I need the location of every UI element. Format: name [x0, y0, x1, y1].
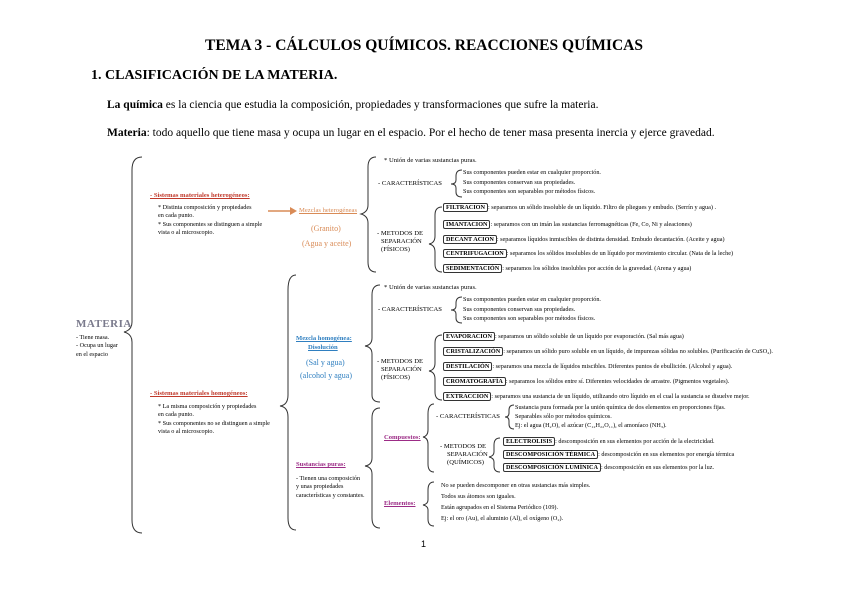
- label-line: - METODOS DE: [440, 443, 487, 450]
- hetero-desc-line: en cada punto.: [158, 212, 194, 220]
- mezclas-heterogeneas-title: Mezclas heterogéneas: [299, 207, 358, 214]
- hetero-example-agua-aceite: (Agua y aceite): [302, 239, 352, 248]
- comp-metodos-label: [440, 443, 488, 467]
- elementos-item: Están agrupados en el Sistema Periódico (109).: [441, 503, 559, 511]
- term-quimica: La química: [107, 99, 163, 111]
- hetero-metodo: [443, 236, 725, 244]
- text-quimica: es la ciencia que estudia la composición, propiedades y transformaciones que sufre la materia.: [162, 99, 599, 111]
- homo-desc: [158, 403, 270, 436]
- hetero-caract-list: [463, 168, 601, 197]
- sustancias-desc-line: y unas propiedades: [296, 483, 344, 491]
- term-materia: Materia: [107, 127, 147, 139]
- homo-metodo: [443, 378, 729, 386]
- homo-metodo: [443, 348, 773, 356]
- brace-comp-caract: [505, 405, 514, 429]
- metodo-name: CROMATOGRAFÍA: [443, 377, 506, 386]
- elementos-title: Elementos:: [384, 500, 416, 507]
- brace-metodos-2: [429, 335, 442, 400]
- hetero-metodo: [443, 250, 733, 258]
- metodo-name: CENTRIFUGACION: [443, 249, 507, 258]
- elementos-list: [441, 481, 590, 524]
- label-line: SEPARACIÓN: [381, 237, 422, 245]
- page-number: 1: [421, 539, 427, 549]
- hetero-union: * Unión de varias sustancias puras.: [384, 157, 477, 164]
- materia-prop: - Tiene masa.: [76, 334, 110, 341]
- brace-hetero-right: [361, 157, 376, 272]
- brace-comp-metodos: [489, 438, 500, 472]
- label-line: (FÍSICOS): [381, 373, 410, 381]
- hetero-caract-item: Sus componentes pueden estar en cualquier proporción.: [463, 169, 601, 176]
- homo-union: * Unión de varias sustancias puras.: [384, 284, 477, 291]
- brace-compuestos: [423, 404, 434, 472]
- hetero-caract-item: Sus componentes conservan sus propiedades.: [463, 178, 576, 186]
- metodo-desc: : separamos líquidos inmiscibles de distinta densidad. Embudo decantación. (Aceite y agua): [496, 236, 725, 243]
- sustancias-desc-line: - Tienen una composición: [296, 475, 361, 482]
- homo-metodo: [443, 363, 732, 371]
- homo-metodo: [443, 393, 750, 401]
- metodo-desc: : separamos un sólido soluble de un líquido por evaporación. (Sal más agua): [494, 333, 684, 340]
- metodo-name: DESCOMPOSICIÓN LUMÍNICA: [503, 463, 601, 472]
- metodo-name: DESTILACIÓN: [443, 362, 492, 371]
- sustancias-title: Sustancias puras:: [296, 461, 346, 468]
- homo-metodo: [443, 333, 684, 341]
- sustancias-desc-line: características y constantes.: [296, 491, 365, 499]
- hetero-metodo: [443, 265, 691, 273]
- metodo-desc: : separamos los sólidos insolubles de un líquido por movimiento circular. (Nata de la leche): [506, 250, 734, 257]
- brace-sustancias: [365, 408, 380, 528]
- homo-caract-item: Sus componentes son separables por métodos físicos.: [463, 315, 596, 323]
- metodo-name: EVAPORACION: [443, 332, 495, 341]
- brace-mezcla-homogenea: [365, 285, 380, 402]
- metodo-desc: : descomposición en sus elementos por acción de la electricidad.: [555, 438, 715, 445]
- brace-caract-1: [451, 170, 462, 197]
- hetero-metodos-label: [377, 230, 423, 254]
- metodo-name: EXTRACCION: [443, 392, 491, 401]
- metodo-desc: : separamos los sólidos entre sí. Diferentes velocidades de arrastre. (Pigmentos vegetales).: [505, 378, 730, 385]
- hetero-desc: [158, 204, 262, 237]
- arrow-head-mezclas: [290, 207, 297, 215]
- materia-prop: en el espacio: [76, 350, 108, 358]
- sustancias-desc: [296, 475, 365, 500]
- section-heading: 1. CLASIFICACIÓN DE LA MATERIA.: [91, 68, 338, 83]
- metodo-name: FILTRACION: [443, 203, 488, 212]
- mezcla-homogenea-title: Mezcla homogénea:: [296, 335, 352, 342]
- hetero-caract-item: Sus componentes son separables por métodos físicos.: [463, 188, 596, 196]
- hetero-example-granito: (Granito): [311, 224, 341, 233]
- label-line: - METODOS DE: [377, 230, 424, 237]
- hetero-title: - Sistemas materiales heterogéneos:: [150, 192, 250, 199]
- brace-elementos: [423, 482, 434, 526]
- metodo-desc: : separamos con un imán las sustancias ferromagnéticas (Fe, Co, Ni y aleaciones): [490, 221, 692, 228]
- homo-desc-line: * Sus componentes no se distinguen a simple: [158, 419, 270, 427]
- metodo-desc: : descomposición en sus elementos por energía térmica: [598, 451, 735, 458]
- metodo-desc: : separamos los sólidos insolubles por acción de la gravedad. (Arena y agua): [502, 265, 692, 272]
- comp-caract-list: [515, 404, 726, 431]
- brace-metodos-1: [429, 207, 442, 272]
- homo-caract-item: Sus componentes conservan sus propiedades.: [463, 305, 576, 313]
- materia-props: [76, 334, 118, 359]
- materia-prop: - Ocupa un lugar: [76, 342, 118, 350]
- homo-caract-label: - CARACTERÍSTICAS: [378, 306, 442, 313]
- metodo-desc: : separamos una sustancia de un líquido, utilizando otro líquido en el cual la sustancia se disuelve mejor.: [491, 393, 750, 400]
- brace-materia: [124, 157, 142, 533]
- metodo-desc: : descomposición en sus elementos por la luz.: [600, 464, 715, 471]
- comp-metodo: [503, 451, 734, 459]
- brace-homogeneos: [280, 275, 296, 530]
- metodo-desc: : separamos una mezcla de líquidos miscibles. Diferentes puntos de ebullición. (Alcohol y agua).: [492, 363, 733, 370]
- hetero-metodo: [443, 204, 716, 212]
- label-line: (QUÍMICOS): [447, 458, 484, 466]
- homo-desc-line: * La misma composición y propiedades: [158, 403, 257, 410]
- metodo-desc: : separamos un sólido puro soluble en un líquido, de impurezas sólidas no solubles. (Purificación de CuSO₄).: [503, 348, 773, 355]
- metodo-name: SEDIMENTACIÓN: [443, 264, 502, 273]
- homo-desc-line: vista o al microscopio.: [158, 428, 215, 436]
- metodo-desc: : separamos un sólido insoluble de un líquido. Filtro de pliegues y embudo. (Serrín y agua) .: [487, 204, 717, 211]
- metodo-name: CRISTALIZACIÓN: [443, 347, 503, 356]
- page-title: TEMA 3 - CÁLCULOS QUÍMICOS. REACCIONES QUÍMICAS: [205, 37, 643, 54]
- hetero-desc-line: * Distinta composición y propiedades: [158, 204, 252, 211]
- hetero-desc-line: vista o al microscopio.: [158, 229, 215, 237]
- homo-caract-list: [463, 295, 601, 324]
- label-line: - METODOS DE: [377, 358, 424, 365]
- label-line: SEPARACIÓN: [381, 365, 422, 373]
- comp-metodo: [503, 464, 714, 472]
- metodo-name: DECANT ACION: [443, 235, 497, 244]
- text-materia: : todo aquello que tiene masa y ocupa un lugar en el espacio. Por el hecho de tener masa presenta inercia y ejerce gravedad.: [146, 127, 715, 139]
- homo-example-sal-agua: (Sal y agua): [306, 358, 345, 367]
- homo-title: - Sistemas materiales homogéneos:: [150, 390, 248, 397]
- disolucion-title: Disolución: [308, 344, 338, 351]
- homo-caract-item: Sus componentes pueden estar en cualquier proporción.: [463, 296, 601, 303]
- materia-title: MATERIA: [76, 318, 132, 330]
- elementos-item: Todos sus átomos son iguales.: [441, 492, 516, 500]
- homo-desc-line: en cada punto.: [158, 411, 194, 419]
- label-line: SEPARACIÓN: [447, 450, 488, 458]
- comp-caract-item: Ej: el agua (H₂O), el azúcar (C₁₂H₂₂O₁₁), el amoníaco (NH₃).: [515, 421, 667, 429]
- compuestos-title: Compuestos:: [384, 434, 421, 441]
- homo-example-alcohol-agua: (alcohol y agua): [300, 371, 352, 380]
- label-line: (FÍSICOS): [381, 245, 410, 253]
- brace-caract-2: [451, 297, 462, 323]
- comp-caract-item: Separables sólo por métodos químicos.: [515, 412, 612, 420]
- metodo-name: ELECTROLISIS: [503, 437, 555, 446]
- hetero-metodo: [443, 221, 692, 229]
- hetero-caract-label: - CARACTERÍSTICAS: [378, 180, 442, 187]
- metodo-name: IMANTACION: [443, 220, 490, 229]
- comp-metodo: [503, 438, 715, 446]
- elementos-item: No se pueden descomponer en otras sustancias más simples.: [441, 482, 591, 489]
- hetero-desc-line: * Sus componentes se distinguen a simple: [158, 220, 263, 228]
- elementos-item: Ej: el oro (Au), el aluminio (Al), el oxígeno (O₂).: [441, 514, 564, 522]
- metodo-name: DESCOMPOSICIÓN TÉRMICA: [503, 450, 598, 459]
- comp-caract-item: Sustancia pura formada por la unión química de dos elementos en proporciones fijas.: [515, 404, 726, 411]
- homo-metodos-label: [377, 358, 423, 382]
- comp-caract-label: - CARACTERÍSTICAS: [436, 413, 500, 420]
